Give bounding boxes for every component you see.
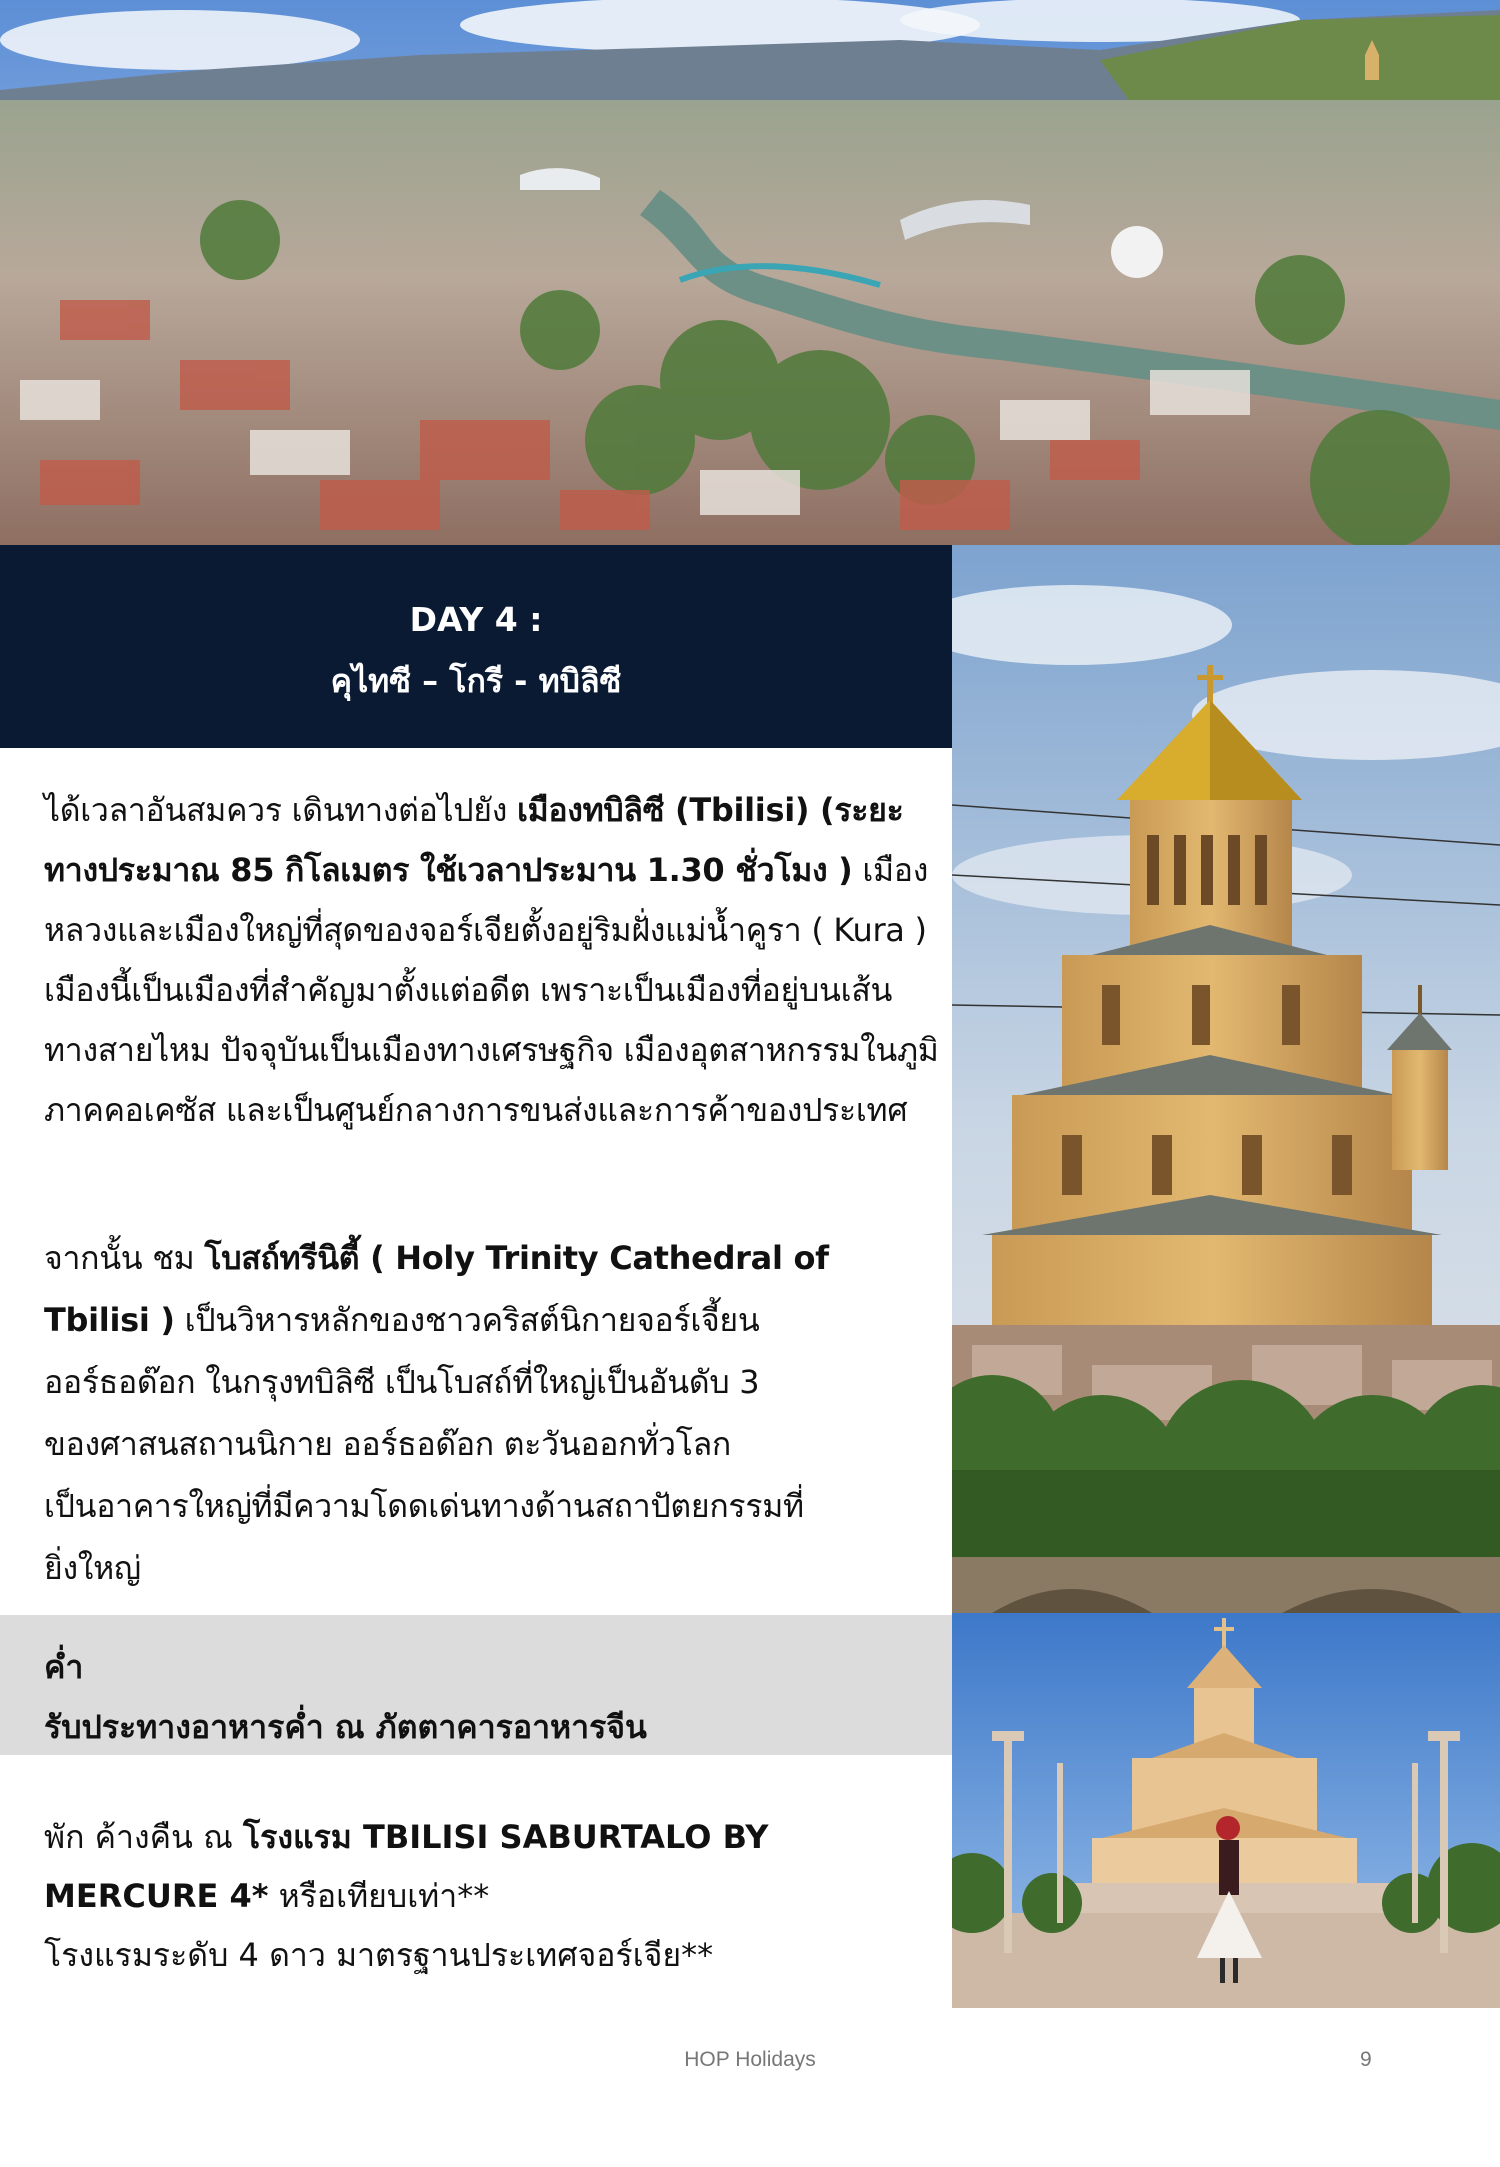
cathedral-photo <box>952 545 1500 1613</box>
hotel-l1-bold: โรงแรม TBILISI SABURTALO BY <box>242 1818 769 1856</box>
day-route: คุไทซี – โกรี - ทบิลิซี <box>330 662 622 700</box>
cathedral-visitor-photo <box>952 1613 1500 2008</box>
hotel-line-3: โรงแรมระดับ 4 ดาว มาตรฐานประเทศจอร์เจีย** <box>44 1936 714 1974</box>
p2-l2-bold: Tbilisi ) <box>44 1301 175 1339</box>
p2-l1-text: จากนั้น ชม <box>44 1239 205 1277</box>
dinner-text: รับประทางอาหารค่ำ ณ ภัตตาคารอาหารจีน <box>44 1708 647 1746</box>
p2-line-1 <box>44 1228 944 1290</box>
p1-bold: เมืองทบิลิซี (Tbilisi) (ระยะทางประมาณ 85 กิโลเมตร ใช้เวลาประมาน 1.30 ชั่วโมง ) <box>44 791 904 889</box>
p2-line-2 <box>44 1290 944 1352</box>
p2-l1-bold: โบสถ์ทรีนิตี้ ( Holy Trinity Cathedral of <box>204 1239 829 1277</box>
p1-text-b: เมืองหลวงและเมืองใหญ่ที่สุดของจอร์เจียตั้งอยู่ริมฝั่งแม่น้ำคูรา ( Kura ) เมืองนี้เป็นเมืองที่สำคัญมาตั้งแต่อดีต เพราะเป็นเมืองที่อยู่บนเส้นทางสายไหม ปัจจุบันเป็นเมืองทางเศรษฐกิจ เมืองอุตสาหกรรมในภูมิภาคคอเคซัส และเป็นศูนย์กลางการขนส่งและการค้าของประเทศ <box>44 851 939 1129</box>
footer-brand: HOP Holidays <box>684 2048 816 2071</box>
hotel-l1-text: พัก ค้างคืน ณ <box>44 1818 243 1856</box>
page-number: 9 <box>1360 2048 1372 2071</box>
hotel-l2-text: หรือเทียบเท่า** <box>268 1877 490 1915</box>
hero-city-panorama <box>0 0 1500 545</box>
p2-line-4: ของศาสนสถานนิกาย ออร์ธอด๊อก ตะวันออกทั่วโลก <box>44 1425 731 1463</box>
hotel-line-1 <box>44 1808 944 1867</box>
p2-line-5: เป็นอาคารใหญ่ที่มีความโดดเด่นทางด้านสถาปัตยกรรมที่ <box>44 1487 804 1525</box>
day-title: DAY 4 : <box>409 600 543 639</box>
dinner-label: ค่ำ <box>44 1648 84 1686</box>
dinner-section <box>0 1615 952 1755</box>
p1-text-a: ได้เวลาอันสมควร เดินทางต่อไปยัง <box>44 791 517 829</box>
p2-line-6: ยิ่งใหญ่ <box>44 1549 141 1587</box>
p2-line-3: ออร์ธอด๊อก ในกรุงทบิลิซี เป็นโบสถ์ที่ใหญ่เป็นอันดับ 3 <box>44 1363 760 1401</box>
hotel-section <box>44 1808 944 1985</box>
hotel-l2-bold: MERCURE 4* <box>44 1877 269 1915</box>
p2-l2-text: เป็นวิหารหลักของชาวคริสต์นิกายจอร์เจี้ยน <box>174 1301 760 1339</box>
day-header <box>0 545 952 748</box>
cathedral-description <box>44 1228 944 1600</box>
hotel-line-2 <box>44 1867 944 1926</box>
tbilisi-description <box>44 780 944 1140</box>
